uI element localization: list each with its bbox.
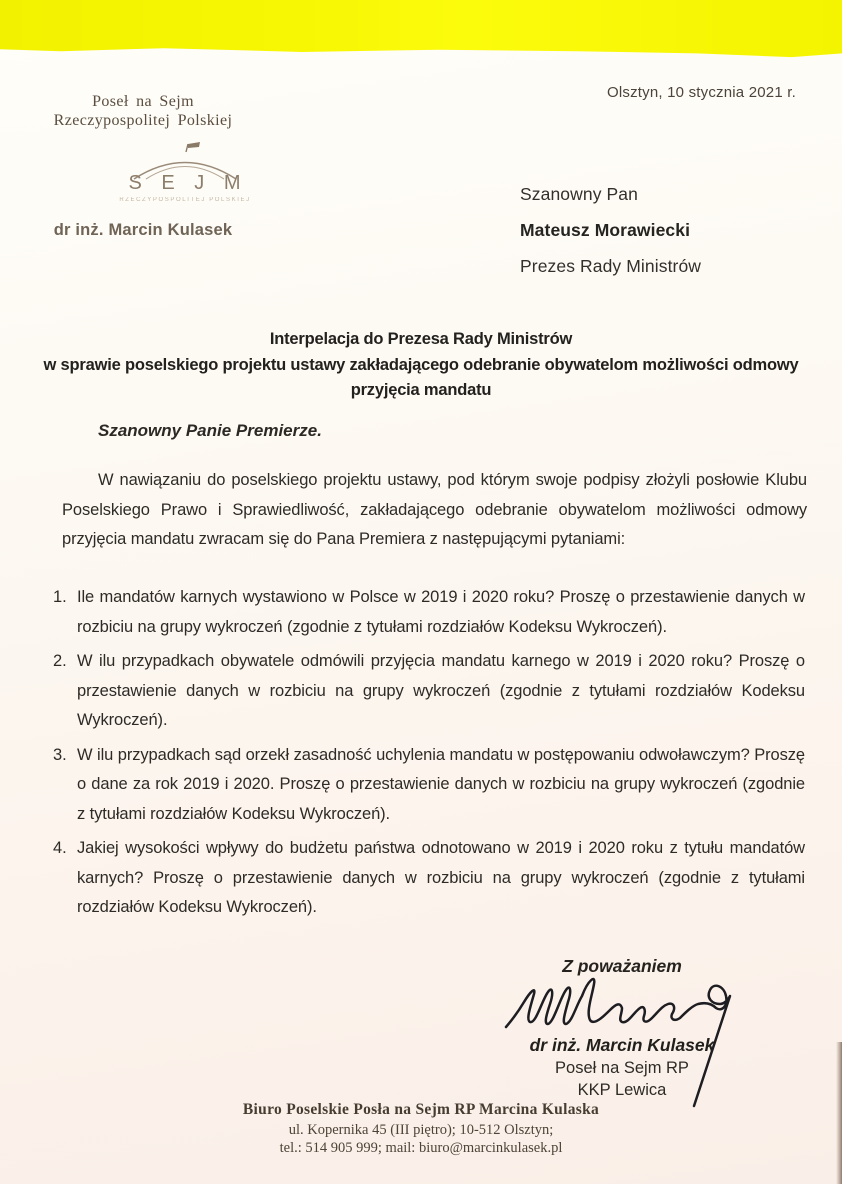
sejm-logo-caption: RZECZYPOSPOLITEJ POLSKIEJ <box>119 197 251 203</box>
letterhead-office-line2: Rzeczypospolitej Polskiej <box>53 112 233 129</box>
question-number: 3. <box>53 745 67 764</box>
footer-address: ul. Kopernika 45 (III piętro); 10-512 Olsztyn; <box>288 1122 554 1138</box>
date-line: Olsztyn, 10 stycznia 2021 r. <box>606 84 796 101</box>
valediction: Z poważaniem <box>562 956 682 976</box>
recipient-name: Mateusz Morawiecki <box>520 220 691 240</box>
subject-line1: Interpelacja do Prezesa Rady Ministrów <box>269 330 573 348</box>
question-text: Jakiej wysokości wpływy do budżetu państwa odnotowano w 2019 i 2020 roku z tytułu mandatów karnych? Proszę o przestawienie danych w rozbiciu na grupy wykroczeń (zgodnie z tytułami rozdziałów Kodeksu Wykroczeń). <box>77 839 805 916</box>
question-number: 2. <box>53 652 67 670</box>
question-text: W ilu przypadkach obywatele odmówili przyjęcia mandatu karnego w 2019 i 2020 roku? Proszę o przestawienie danych w rozbiciu na grupy wykroczeń (zgodnie z tytułami rozdziałów Kodeksu Wykroczeń). <box>77 652 805 729</box>
yellow-background-strip <box>0 0 842 66</box>
subject-line3: przyjęcia mandatu <box>350 381 492 399</box>
question-text: Ile mandatów karnych wystawiono w Polsce w 2019 i 2020 roku? Proszę o przestawienie danych w rozbiciu na grupy wykroczeń (zgodnie z tytułami rozdziałów Kodeksu Wykroczeń). <box>77 588 805 636</box>
office-footer <box>0 1101 842 1157</box>
letterhead-deputy-name: dr inż. Marcin Kulasek <box>53 221 233 239</box>
question-item <box>52 741 805 830</box>
question-number: 1. <box>53 588 67 606</box>
signer-role-sejm: Poseł na Sejm RP <box>555 1059 689 1077</box>
sejm-logo <box>118 140 252 203</box>
question-number: 4. <box>53 839 67 857</box>
footer-office-name: Biuro Poselskie Posła na Sejm RP Marcina Kulaska <box>242 1101 600 1118</box>
recipient-title: Prezes Rady Ministrów <box>520 256 702 276</box>
footer-contact: tel.: 514 905 999; mail: biuro@marcinkulasek.pl <box>279 1140 563 1156</box>
subject-line2: w sprawie poselskiego projektu ustawy zakładającego odebranie obywatelom możliwości odmowy <box>43 355 799 374</box>
page-edge-shadow <box>836 1042 842 1184</box>
question-item <box>52 647 805 736</box>
recipient-salutation: Szanowny Pan <box>520 184 638 204</box>
question-item <box>52 834 805 923</box>
signer-name: dr inż. Marcin Kulasek <box>529 1035 715 1055</box>
question-text: W ilu przypadkach sąd orzekł zasadność uchylenia mandatu w postępowaniu odwoławczym? Proszę o dane za rok 2019 i 2020. Proszę o przestawienie danych w rozbiciu na grupy wykroczeń (zgodnie z tytułami rozdziałów Kodeksu Wykroczeń). <box>77 745 805 823</box>
questions-list <box>52 583 805 928</box>
letterhead-office <box>42 92 244 130</box>
sejm-logo-wordmark: S E J M <box>128 172 248 194</box>
intro-paragraph: W nawiązaniu do poselskiego projektu ustawy, pod którym swoje podpisy złożyli posłowie Klubu Poselskiego Prawo i Sprawiedliwość, zakładającego odebranie obywatelom możliwości odmowy przyjęcia mandatu zwracam się do Pana Premiera z następującymi pytaniami: <box>62 471 807 548</box>
subject-title <box>0 327 842 404</box>
signer-role-club: KKP Lewica <box>577 1081 667 1099</box>
greeting: Szanowny Panie Premierze. <box>98 421 322 440</box>
letterhead-office-line1: Poseł na Sejm <box>92 93 194 110</box>
recipient-block <box>520 184 701 292</box>
question-item <box>52 583 805 642</box>
